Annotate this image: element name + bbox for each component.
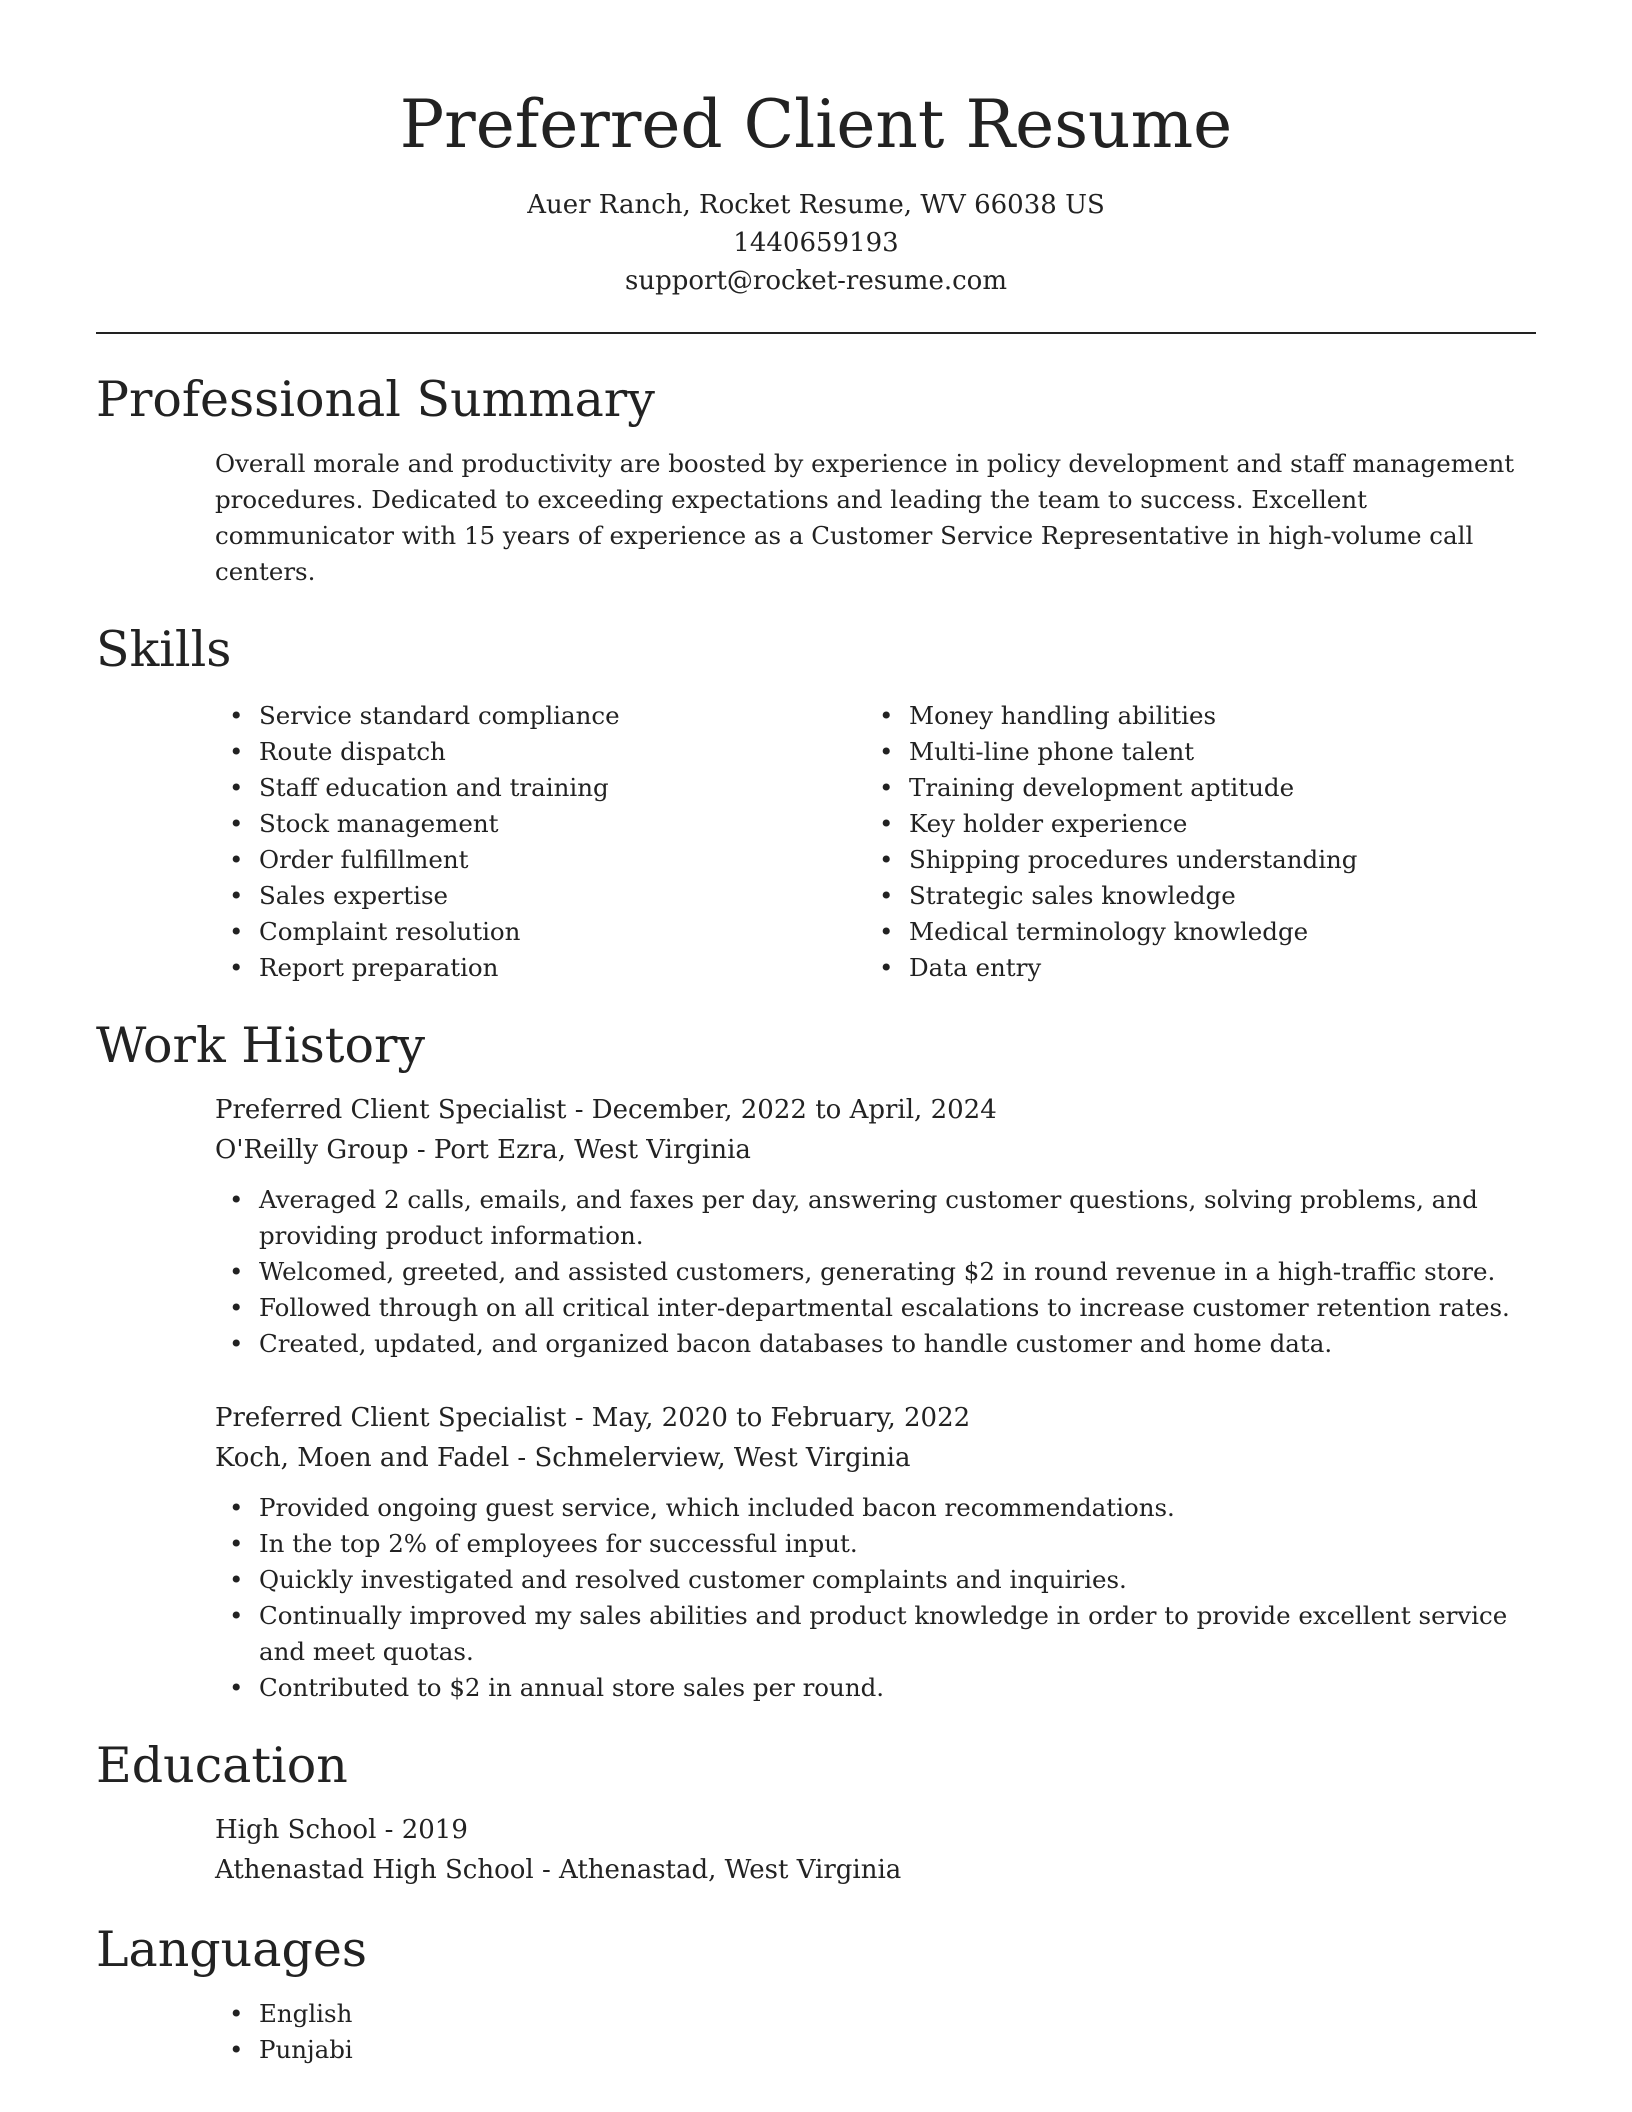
work-history-section — [96, 1016, 1536, 1706]
contact-info — [96, 186, 1536, 300]
job-bullet-text: Quickly investigated and resolved customer complaints and inquiries. — [259, 1565, 1127, 1594]
bullet-icon: • — [229, 845, 244, 874]
list-item — [865, 806, 1515, 842]
contact-address: Auer Ranch, Rocket Resume, WV 66038 US — [527, 190, 1105, 220]
education-section — [96, 1736, 1536, 1890]
job-bullet-text: In the top 2% of employees for successful input. — [259, 1529, 858, 1558]
job-location: - Port Ezra, West Virginia — [408, 1135, 751, 1165]
skills-section — [96, 620, 1536, 986]
list-item — [865, 698, 1515, 734]
list-item — [865, 770, 1515, 806]
list-item — [865, 878, 1515, 914]
bullet-icon: • — [879, 953, 894, 982]
job-entry — [96, 1090, 1536, 1362]
job-bullet-text: Created, updated, and organized bacon databases to handle customer and home data. — [259, 1329, 1333, 1358]
job-company: O'Reilly Group — [215, 1135, 409, 1165]
education-year: - 2019 — [376, 1815, 468, 1845]
bullet-icon: • — [229, 809, 244, 838]
list-item — [215, 806, 865, 842]
list-item — [215, 1182, 1536, 1254]
bullet-icon: • — [879, 881, 894, 910]
skills-columns — [96, 698, 1536, 986]
skill-label: Shipping procedures understanding — [909, 845, 1358, 874]
bullet-icon: • — [229, 701, 244, 730]
job-company: Koch, Moen and Fadel — [215, 1443, 510, 1473]
list-item — [215, 842, 865, 878]
skills-list-left — [215, 698, 865, 986]
education-school-line — [215, 1850, 1536, 1890]
bullet-icon: • — [229, 1293, 244, 1322]
skill-label: Training development aptitude — [909, 773, 1295, 802]
bullet-icon: • — [879, 809, 894, 838]
list-item — [215, 1670, 1536, 1706]
summary-section — [96, 370, 1536, 590]
list-item — [865, 914, 1515, 950]
list-item — [215, 1326, 1536, 1362]
summary-heading: Professional Summary — [96, 371, 655, 428]
job-title-line — [215, 1090, 1536, 1130]
skill-label: Route dispatch — [259, 737, 446, 766]
list-item — [215, 950, 865, 986]
job-bullet-text: Averaged 2 calls, emails, and faxes per day, answering customer questions, solving problems, and providing product information. — [259, 1185, 1478, 1250]
bullet-icon: • — [229, 1493, 244, 1522]
job-location: - Schmelerview, West Virginia — [509, 1443, 911, 1473]
work-history-heading: Work History — [96, 1017, 426, 1074]
bullet-icon: • — [229, 1999, 244, 2028]
job-company-line — [215, 1438, 1536, 1478]
header-divider — [96, 332, 1536, 334]
bullet-icon: • — [229, 1673, 244, 1702]
language-label: Punjabi — [259, 2035, 353, 2064]
job-bullet-text: Provided ongoing guest service, which included bacon recommendations. — [259, 1493, 1175, 1522]
list-item — [215, 698, 865, 734]
skill-label: Money handling abilities — [909, 701, 1217, 730]
skill-label: Complaint resolution — [259, 917, 521, 946]
bullet-icon: • — [229, 1565, 244, 1594]
languages-section — [96, 1920, 1536, 2068]
list-item — [215, 734, 865, 770]
list-item — [215, 1490, 1536, 1526]
skill-label: Sales expertise — [259, 881, 449, 910]
contact-phone: 1440659193 — [733, 228, 899, 258]
job-role: Preferred Client Specialist — [215, 1095, 567, 1125]
contact-email: support@rocket-resume.com — [624, 266, 1007, 296]
skill-label: Report preparation — [259, 953, 499, 982]
list-item — [865, 842, 1515, 878]
bullet-icon: • — [229, 1601, 244, 1630]
bullet-icon: • — [229, 1529, 244, 1558]
education-heading: Education — [96, 1737, 348, 1794]
resume-title: Preferred Client Resume — [399, 86, 1233, 163]
language-label: English — [259, 1999, 353, 2028]
education-degree-line — [215, 1810, 1536, 1850]
skill-label: Key holder experience — [909, 809, 1188, 838]
bullet-icon: • — [229, 1185, 244, 1214]
job-company-line — [215, 1130, 1536, 1170]
education-school: Athenastad High School — [215, 1855, 534, 1885]
skill-label: Order fulfillment — [259, 845, 469, 874]
list-item — [215, 1254, 1536, 1290]
job-bullets — [215, 1490, 1536, 1706]
job-title-line — [215, 1398, 1536, 1438]
list-item — [215, 1598, 1536, 1670]
languages-list — [96, 1996, 1536, 2068]
education-degree: High School — [215, 1815, 377, 1845]
education-entry — [96, 1810, 1536, 1890]
bullet-icon: • — [229, 773, 244, 802]
job-bullet-text: Continually improved my sales abilities and product knowledge in order to provide excellent service and meet quotas. — [259, 1601, 1508, 1666]
bullet-icon: • — [879, 701, 894, 730]
bullet-icon: • — [229, 2035, 244, 2064]
bullet-icon: • — [229, 737, 244, 766]
bullet-icon: • — [229, 1329, 244, 1358]
bullet-icon: • — [229, 1257, 244, 1286]
skills-list-right — [865, 698, 1515, 986]
bullet-icon: • — [879, 917, 894, 946]
skill-label: Staff education and training — [259, 773, 609, 802]
bullet-icon: • — [879, 845, 894, 874]
bullet-icon: • — [879, 737, 894, 766]
job-bullet-text: Contributed to $2 in annual store sales per round. — [259, 1673, 885, 1702]
skills-heading: Skills — [96, 621, 232, 678]
skill-label: Data entry — [909, 953, 1042, 982]
job-entry — [96, 1398, 1536, 1706]
skill-label: Stock management — [259, 809, 499, 838]
summary-text: Overall morale and productivity are boosted by experience in policy development and staff management procedures. Dedicated to exceeding expectations and leading the team to success. Excellent communicator with 15 years of experience as a Customer Service Representative in high-volume call centers. — [215, 449, 1515, 586]
list-item — [865, 734, 1515, 770]
job-bullet-text: Welcomed, greeted, and assisted customers, generating $2 in round revenue in a high-traffic store. — [259, 1257, 1496, 1286]
skill-label: Service standard compliance — [259, 701, 620, 730]
skill-label: Medical terminology knowledge — [909, 917, 1309, 946]
list-item — [215, 1526, 1536, 1562]
education-location: - Athenastad, West Virginia — [533, 1855, 902, 1885]
list-item — [215, 1996, 1536, 2032]
list-item — [215, 878, 865, 914]
job-dates: - December, 2022 to April, 2024 — [566, 1095, 997, 1125]
list-item — [215, 2032, 1536, 2068]
bullet-icon: • — [879, 773, 894, 802]
job-bullets — [215, 1182, 1536, 1362]
list-item — [215, 914, 865, 950]
job-role: Preferred Client Specialist — [215, 1403, 567, 1433]
job-dates: - May, 2020 to February, 2022 — [566, 1403, 971, 1433]
list-item — [215, 1562, 1536, 1598]
job-bullet-text: Followed through on all critical inter-departmental escalations to increase customer retention rates. — [259, 1293, 1510, 1322]
bullet-icon: • — [229, 881, 244, 910]
list-item — [865, 950, 1515, 986]
resume-header — [96, 78, 1536, 300]
languages-heading: Languages — [96, 1921, 367, 1978]
bullet-icon: • — [229, 953, 244, 982]
skill-label: Strategic sales knowledge — [909, 881, 1236, 910]
skill-label: Multi-line phone talent — [909, 737, 1195, 766]
list-item — [215, 1290, 1536, 1326]
list-item — [215, 770, 865, 806]
bullet-icon: • — [229, 917, 244, 946]
